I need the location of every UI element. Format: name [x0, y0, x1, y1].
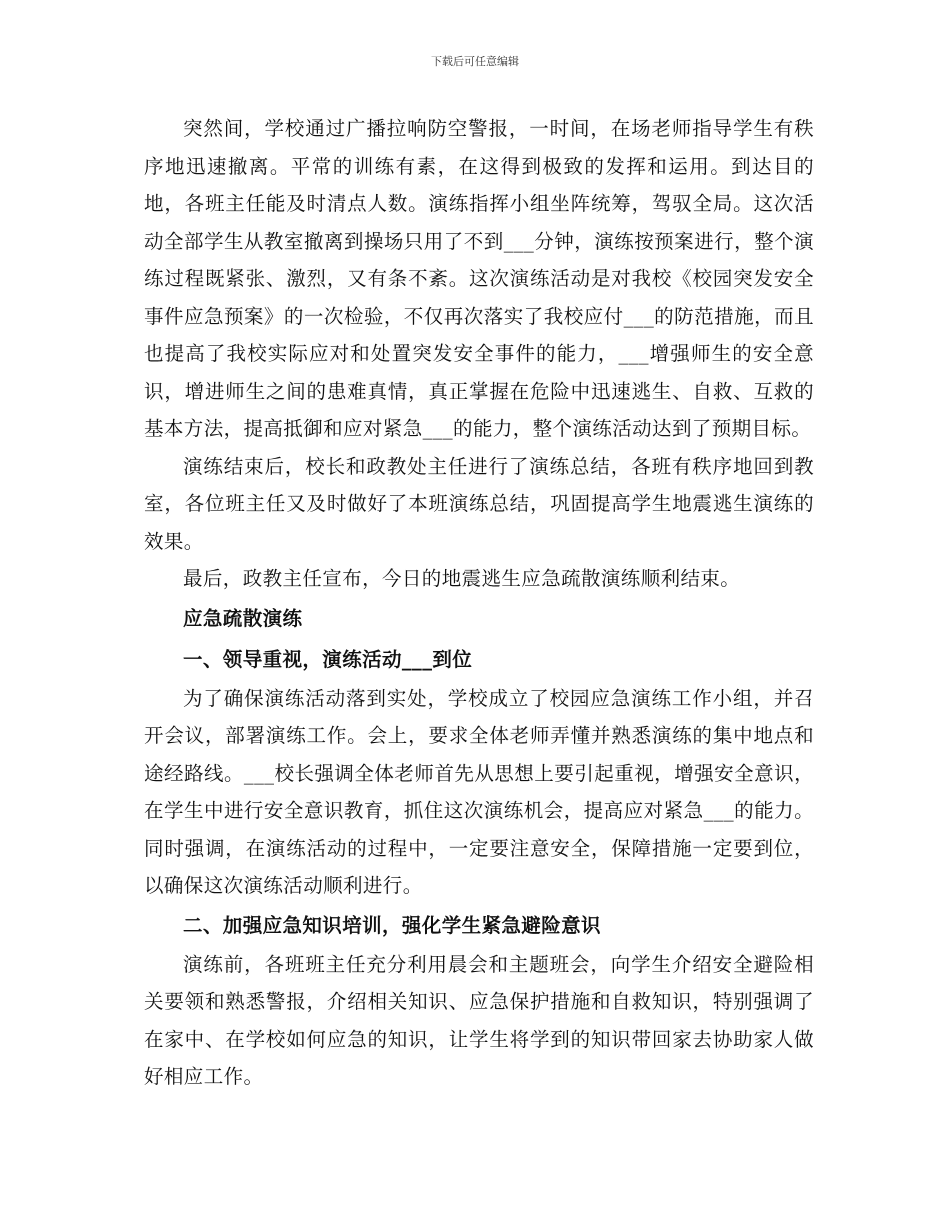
paragraph-drill-end: 最后，政教主任宣布，今日的地震逃生应急疏散演练顺利结束。 [183, 567, 741, 590]
page-header: 下载后可任意编辑 [431, 55, 519, 68]
paragraph-drill-process: 突然间，学校通过广播拉响防空警报，一时间，在场老师指导学生有秩序地迅速撤离。平常的训练有素，在这得到极致的发挥和运用。到达目的地，各班主任能及时清点人数。演练指挥小组坐阵统筹，驾驭全局。这次活动全部学生从教室撤离到操场只用了不到___分钟，演练按预案进行，整个演练过程既紧张、激烈，又有条不紊。这次演练活动是对我校《校园突发安全事件应急预案》的一次检验，不仅再次落实了我校应付___的防范措施，而且也提高了我校实际应对和处置突发安全事件的能力，___增强师生的安全意识，增进师生之间的患难真情，真正掌握在危险中迅速逃生、自救、互救的基本方法，提高抵御和应对紧急___的能力，整个演练活动达到了预期目标。 [144, 117, 814, 440]
section-title: 应急疏散演练 [183, 606, 303, 630]
section-heading-leadership: 一、领导重视，演练活动___到位 [183, 647, 473, 671]
section-heading-training: 二、加强应急知识培训，强化学生紧急避险意识 [183, 913, 601, 937]
document-body [144, 110, 814, 1096]
paragraph-training: 演练前，各班班主任充分利用晨会和主题班会，向学生介绍安全避险相关要领和熟悉警报，介绍相关知识、应急保护措施和自救知识，特别强调了在家中、在学校如何应急的知识，让学生将学到的知识带回家去协助家人做好相应工作。 [144, 952, 814, 1088]
paragraph-drill-summary: 演练结束后，校长和政教处主任进行了演练总结，各班有秩序地回到教室，各位班主任又及时做好了本班演练总结，巩固提高学生地震逃生演练的效果。 [144, 454, 814, 553]
paragraph-leadership: 为了确保演练活动落到实处，学校成立了校园应急演练工作小组，并召开会议，部署演练工作。会上，要求全体老师弄懂并熟悉演练的集中地点和途经路线。___校长强调全体老师首先从思想上要引起重视，增强安全意识，在学生中进行安全意识教育，抓住这次演练机会，提高应对紧急___的能力。同时强调，在演练活动的过程中，一定要注意安全，保障措施一定要到位，以确保这次演练活动顺利进行。 [144, 686, 814, 897]
